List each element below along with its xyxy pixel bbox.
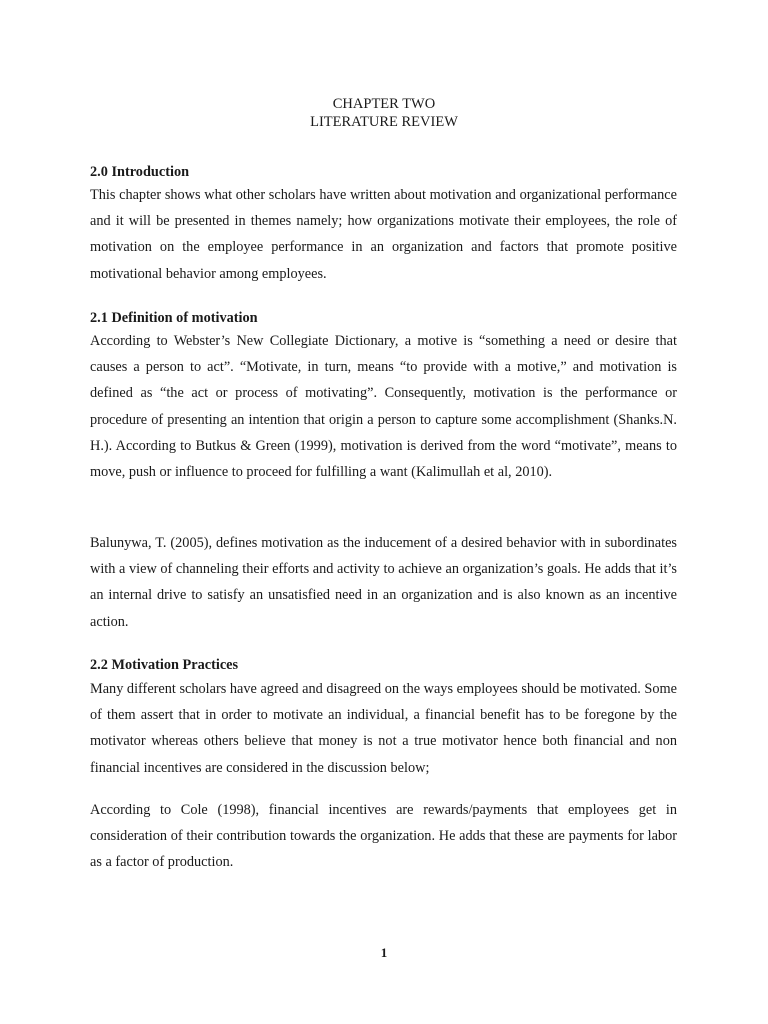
paragraph-practices-1: Many different scholars have agreed and disagreed on the ways employees should be motivated. Some of them assert that in order to motivate an individual, a financial benefit has to be foregone by the motivator whereas others believe that money is not a true motivator hence both financial and non financial incentives are considered in the discussion below; bbox=[90, 681, 677, 776]
section-practices-body bbox=[90, 676, 677, 781]
paragraph-definition-2: Balunywa, T. (2005), defines motivation as the inducement of a desired behavior with in subordinates with a view of channeling their efforts and activity to achieve an organization’s goals. He adds that it’s an internal drive to satisfy an unsatisfied need in an organization and is also known as an incentive action. bbox=[90, 535, 677, 630]
section-introduction bbox=[90, 162, 677, 182]
section-heading-definition: 2.1 Definition of motivation bbox=[90, 310, 258, 326]
section-definition-body-2 bbox=[90, 530, 677, 635]
chapter-label: CHAPTER TWO bbox=[332, 96, 436, 112]
section-definition bbox=[90, 308, 677, 328]
chapter-title: LITERATURE REVIEW bbox=[310, 114, 458, 130]
section-introduction-body bbox=[90, 182, 677, 287]
section-practices bbox=[90, 655, 677, 675]
page-number: 1 bbox=[380, 945, 388, 960]
section-definition-body bbox=[90, 328, 677, 485]
section-heading-introduction: 2.0 Introduction bbox=[90, 164, 190, 180]
paragraph-introduction: This chapter shows what other scholars have written about motivation and organizational performance and it will be presented in themes namely; how organizations motivate their employees, the role of motivation on the employee performance in an organization and factors that promote positive motivational behavior among employees. bbox=[90, 187, 677, 282]
paragraph-practices-2: According to Cole (1998), financial incentives are rewards/payments that employees get in consideration of their contribution towards the organization. He adds that these are payments for labor as a factor of production. bbox=[90, 802, 677, 871]
section-practices-body-2 bbox=[90, 797, 677, 876]
section-heading-practices: 2.2 Motivation Practices bbox=[90, 657, 239, 673]
paragraph-definition-1: According to Webster’s New Collegiate Dictionary, a motive is “something a need or desire that causes a person to act”. “Motivate, in turn, means “to provide with a motive,” and motivation is defined as “the act or process of motivating”. Consequently, motivation is the performance or procedure of presenting an intention that origin a person to capture some accomplishment (Shanks.N. H.). According to Butkus & Green (1999), motivation is derived from the word “motivate”, means to move, push or influence to proceed for fulfilling a want (Kalimullah et al, 2010). bbox=[90, 333, 677, 481]
